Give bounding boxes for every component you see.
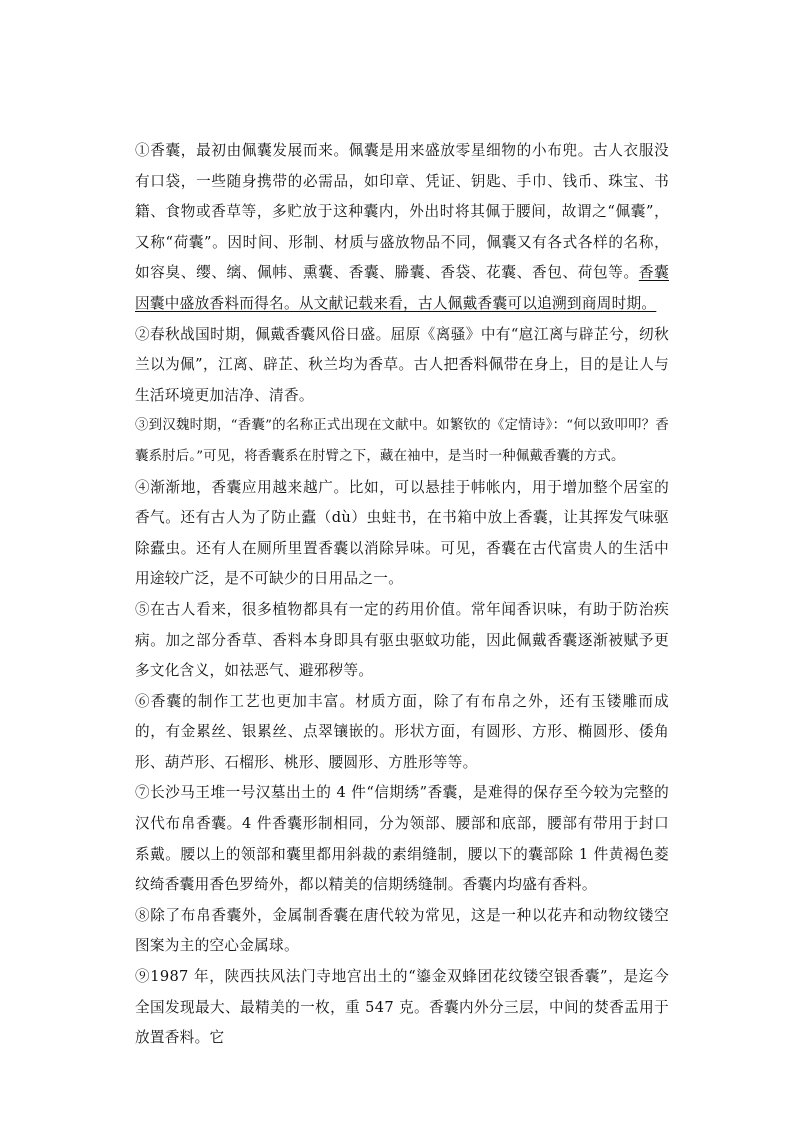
paragraph-2: ②春秋战国时期，佩戴香囊风俗日盛。屈原《离骚》中有“扈江离与辟芷兮，纫秋兰以为佩”，江离、辟芷、秋兰均为香草。古人把香料佩带在身上，目的是让人与生活环境更加洁净、清香。 (135, 325, 669, 404)
paragraph-4: ④渐渐地，香囊应用越来越广。比如，可以悬挂于帏帐内，用于增加整个居室的香气。还有古人为了防止蠹（dù）虫蛀书，在书箱中放上香囊，让其挥发气味驱除蠹虫。还有人在厕所里置香囊以消除异味。可见，香囊在古代富贵人的生活中用途较广泛，是不可缺少的日用品之一。 (135, 478, 669, 588)
paragraph-1-text: ①香囊，最初由佩囊发展而来。佩囊是用来盛放零星细物的小布兜。古人衣服没有口袋，一些随身携带的必需品，如印章、凭证、钥匙、手巾、钱币、珠宝、书籍、食物或香草等，多贮放于这种囊内，外出时将其佩于腰间，故谓之“佩囊”，又称“荷囊”。因时间、形制、材质与盛放物品不同，佩囊又有各式各样的名称，如容臭、缨、缡、佩帏、熏囊、香囊、幐囊、香袋、花囊、香包、荷包等。 (135, 142, 669, 282)
paragraph-7: ⑦长沙马王堆一号汉墓出土的 4 件“信期绣”香囊，是难得的保存至今较为完整的汉代布帛香囊。4 件香囊形制相同，分为领部、腰部和底部，腰部有带用于封口系戴。腰以上的领部和囊里都用斜裁的素绢缝制，腰以下的囊部除 1 件黄褐色菱纹绮香囊用香色罗绮外，都以精美的信期绣缝制。香囊内均盛有香料。 (135, 784, 669, 894)
paragraph-9: ⑨1987 年，陕西扶风法门寺地宫出土的“鎏金双蜂团花纹镂空银香囊”，是迄今全国发现最大、最精美的一枚，重 547 克。香囊内外分三层，中间的焚香盂用于放置香料。它 (135, 968, 669, 1047)
paragraph-5: ⑤在古人看来，很多植物都具有一定的药用价值。常年闻香识味，有助于防治疾病。加之部分香草、香料本身即具有驱虫驱蚊功能，因此佩戴香囊逐渐被赋予更多文化含义，如祛恶气、避邪秽等。 (135, 600, 669, 680)
paragraph-3: ③到汉魏时期，“香囊”的名称正式出现在文献中。如繁钦的《定情诗》：“何以致叩叩？香囊系肘后。”可见，将香囊系在肘臂之下，藏在袖中，是当时一种佩戴香囊的方式。 (135, 418, 669, 464)
article-body (135, 136, 669, 1054)
paragraph-1-underlined-sentence: 香囊因囊中盛放香料而得名。从文献记载来看，古人佩戴香囊可以追溯到商周时期。 (135, 264, 669, 312)
paragraph-8: ⑧除了布帛香囊外，金属制香囊在唐代较为常见，这是一种以花卉和动物纹镂空图案为主的空心金属球。 (135, 906, 669, 955)
paragraph-6: ⑥香囊的制作工艺也更加丰富。材质方面，除了有布帛之外，还有玉镂雕而成的，有金累丝、银累丝、点翠镶嵌的。形状方面，有圆形、方形、椭圆形、倭角形、葫芦形、石榴形、桃形、腰圆形、方胜形等等。 (135, 692, 669, 771)
paragraph-1 (135, 136, 669, 320)
